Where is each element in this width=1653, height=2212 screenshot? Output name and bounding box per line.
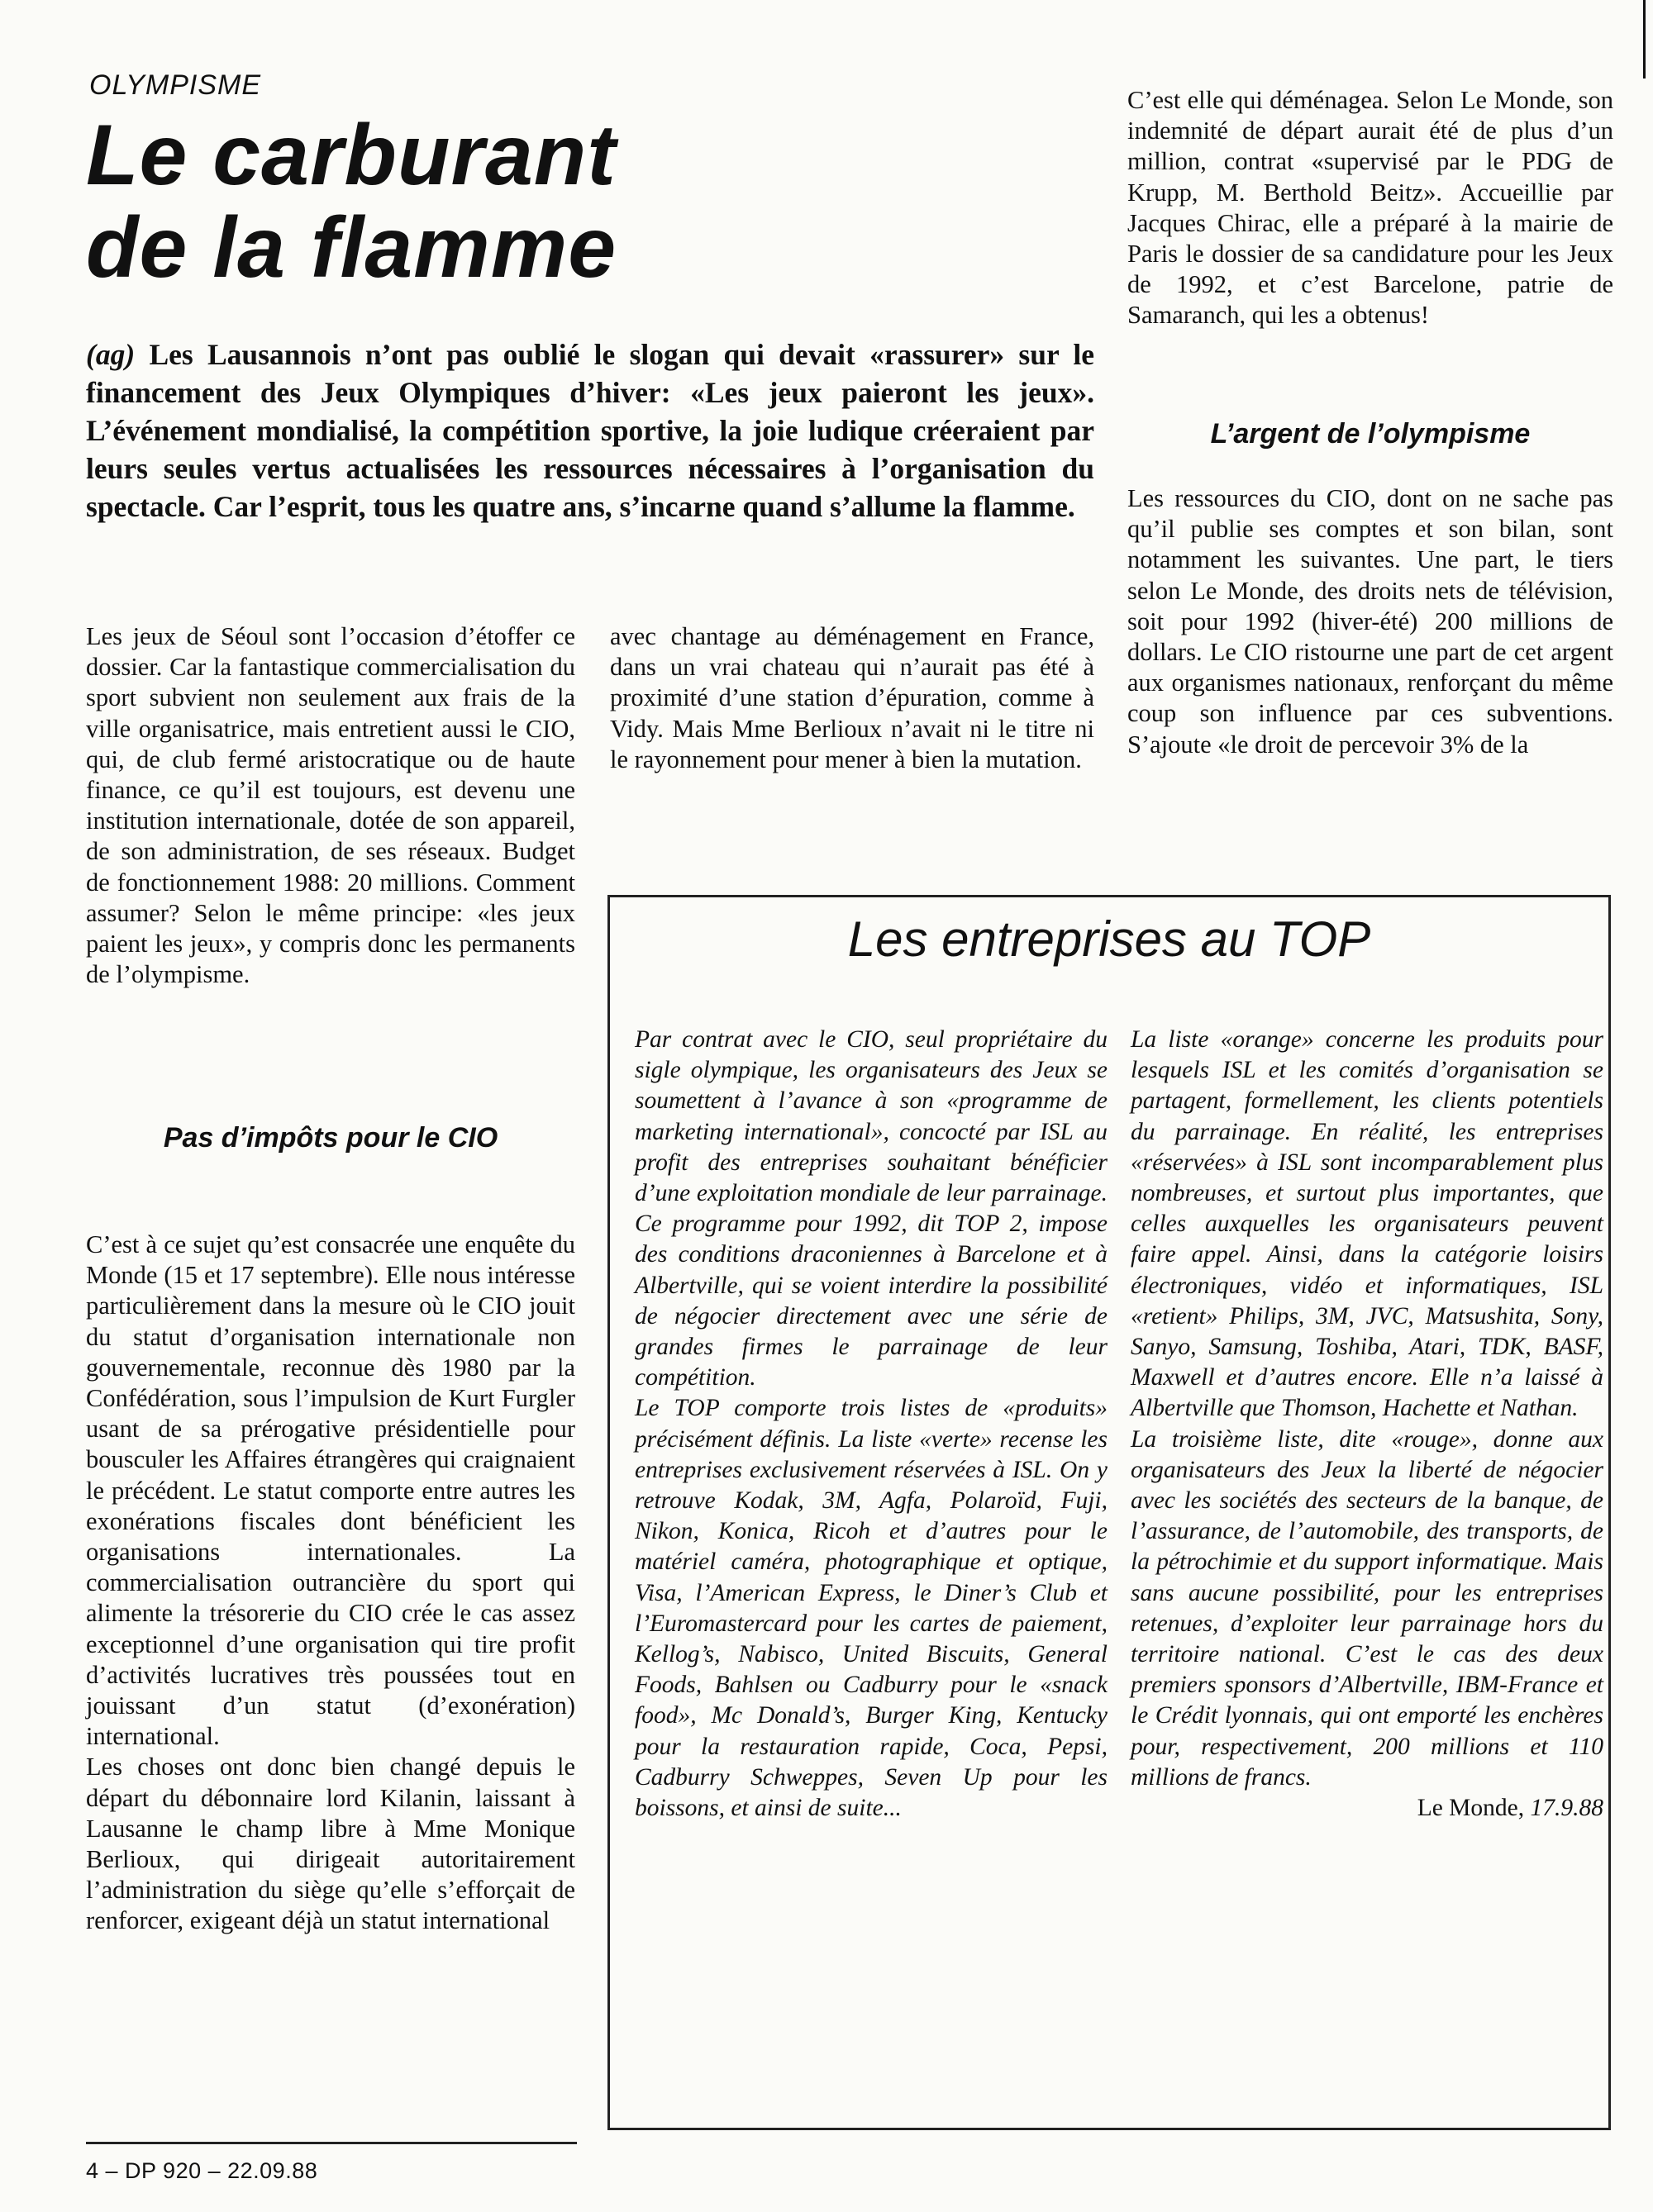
subhead-argent-olympisme: L’argent de l’olympisme <box>1210 418 1531 450</box>
col1-paragraph-3: Les choses ont donc bien changé depuis le départ du débonnaire lord Kilanin, laissant à Lausanne le champ libre à Mme Monique Berlioux, qui dirigeait autoritairement l’administration du siège qu’elle s’efforçait de renforcer, exigeant déjà un statut international <box>86 1753 575 1935</box>
col3-paragraph-1: C’est elle qui déménagea. Selon Le Monde, son indemnité de départ aurait été de plus d’un million, contrat «supervisé par le PDG de Krupp, M. Berthold Beitz». Accueillie par Jacques Chirac, elle a préparé à la mairie de Paris le dossier de sa candidature pour les Jeux de 1992, et c’est Barcelone, patrie de Samaranch, qui les a obtenus! <box>1127 86 1613 330</box>
box-paragraph-3: La liste «orange» concerne les produits pour lesquels ISL et les comités d’organisation se partagent, formellement, les clients potentiels du parrainage. En réalité, les entreprises «réservées» à ISL sont incomparablement plus nombreuses, et surtout plus importantes, que celles auxquelles les organisateurs peuvent faire appel. Ainsi, dans la catégorie loisirs électroniques, vidéo et informatiques, ISL «retient» Philips, 3M, JVC, Matsushita, Sony, Sanyo, Samsung, Toshiba, Atari, TDK, BASF, Maxwell et d’autres encore. Elle n’a laissé à Albertville que Thomson, Hachette et Nathan. <box>1131 1026 1603 1422</box>
headline: Le carburant de la flamme <box>86 107 617 296</box>
column-1-top <box>86 621 575 990</box>
subhead-pas-dimpots: Pas d’impôts pour le CIO <box>163 1122 498 1154</box>
page-footer: 4 – DP 920 – 22.09.88 <box>86 2158 318 2183</box>
lead-text: Les Lausannois n’ont pas oublié le slogan qui devait «rassurer» sur le financement des Jeux Olympiques d’hiver: «Les jeux paieront les jeux». L’événement mondialisé, la compétition sportive, la joie ludique créeraient par leurs seules vertus actualisées les ressources nécessaires à l’organisation du spectacle. Car l’esprit, tous les quatre ans, s’incarne quand s’allume la flamme. <box>86 338 1094 523</box>
col2-paragraph-1: avec chantage au déménagement en France, dans un vrai chateau qui n’aurait pas été à proximité d’une station d’épuration, comme à Vidy. Mais Mme Berlioux n’avait ni le titre ni le rayonnement pour mener à bien la mutation. <box>610 622 1094 773</box>
box-source <box>1131 1793 1603 1824</box>
box-column-2 <box>1131 1025 1603 1824</box>
box-paragraph-2: Le TOP comporte trois listes de «produits» précisément définis. La liste «verte» recense les entreprises exclusivement réservées à ISL. On y retrouve Kodak, 3M, Agfa, Polaroïd, Fuji, Nikon, Konica, Ricoh et d’autres pour le matériel caméra, photographique et optique, Visa, l’American Express, le Diner’s Club et l’Euromastercard pour les cartes de paiement, Kellog’s, Nabisco, United Biscuits, General Foods, Bahlsen ou Cadburry pour le «snack food», Mc Donald’s, Burger King, Kentucky pour la restauration rapide, Coca, Pepsi, Cadburry Schweppes, Seven Up pour les boissons, et ainsi de suite... <box>635 1395 1108 1822</box>
top-right-rule <box>1643 0 1646 78</box>
section-label: OLYMPISME <box>89 69 262 101</box>
box-paragraph-4: La troisième liste, dite «rouge», donne aux organisateurs des Jeux la liberté de négocier avec les sociétés des secteurs de la banque, de l’assurance, de l’automobile, des transports, de la pétrochimie et du support informatique. Mais sans aucune possibilité, pour les entreprises retenues, d’exploiter leur parrainage hors du territoire national. C’est le cas des deux premiers sponsors d’Albertville, IBM-France et le Crédit lyonnais, qui ont emporté les enchères pour, respectivement, 200 millions et 110 millions de francs. <box>1131 1425 1603 1791</box>
source-date: 17.9.88 <box>1530 1795 1603 1822</box>
lead-paragraph <box>86 335 1094 526</box>
footer-rule <box>86 2142 577 2144</box>
column-1-bottom <box>86 1230 575 1937</box>
author-initials: (ag) <box>86 338 136 371</box>
col1-paragraph-2: C’est à ce sujet qu’est consacrée une enquête du Monde (15 et 17 septembre). Elle nous intéresse particulièrement dans la mesure où le CIO jouit du statut d’organisation internationale non gouvernementale, reconnue dès 1980 par la Confédération, sous l’impulsion de Kurt Furgler usant de sa prérogative présidentielle pour bousculer les Affaires étrangères qui craignaient le précédent. Le statut comporte entre autres les exonérations fiscales dont bénéficient les organisations internationales. La commercialisation outrancière du sport qui alimente la trésorerie du CIO crée le cas assez exceptionnel d’une organisation qui tire profit d’activités lucratives très poussées tout en jouissant d’un statut (d’exonération) international. <box>86 1230 575 1751</box>
col3-paragraph-2: Les ressources du CIO, dont on ne sache pas qu’il publie ses comptes et son bilan, sont notamment les suivantes. Une part, le tiers selon Le Monde, des droits nets de télévision, soit pour 1992 (hiver-été) 200 millions de dollars. Le CIO ristourne une part de cet argent aux organismes nationaux, renforçant du même coup son influence par ces subventions. S’ajoute «le droit de percevoir 3% de la <box>1127 484 1613 759</box>
box-title: Les entreprises au TOP <box>847 911 1371 967</box>
column-3-top <box>1127 85 1613 331</box>
col1-paragraph-1: Les jeux de Séoul sont l’occasion d’étoffer ce dossier. Car la fantastique commercialisation du sport subvient non seulement aux frais de la ville organisatrice, mais entretient aussi le CIO, qui, de club fermé aristocratique ou de haute finance, ce qu’il est toujours, est devenu une institution internationale, dotée de son appareil, de son administration, de ses réseaux. Budget de fonctionnement 1988: 20 millions. Comment assumer? Selon le même principe: «les jeux paient les jeux», y compris donc les permanents de l’olympisme. <box>86 622 575 989</box>
column-2 <box>610 621 1094 775</box>
source-name: Le Monde, <box>1417 1795 1525 1822</box>
box-column-1 <box>635 1025 1108 1824</box>
box-paragraph-1: Par contrat avec le CIO, seul propriétaire du sigle olympique, les organisateurs des Jeux se soumettent à l’avance à son «programme de marketing international», concocté par ISL au profit des entreprises souhaitant bénéficier d’une exploitation mondiale de leur parrainage. Ce programme pour 1992, dit TOP 2, impose des conditions draconiennes à Barcelone et à Albertville, qui se voient interdire la possibilité de négocier directement avec une série de grandes firmes le parrainage de leur compétition. <box>635 1026 1108 1391</box>
column-3-bottom <box>1127 483 1613 760</box>
